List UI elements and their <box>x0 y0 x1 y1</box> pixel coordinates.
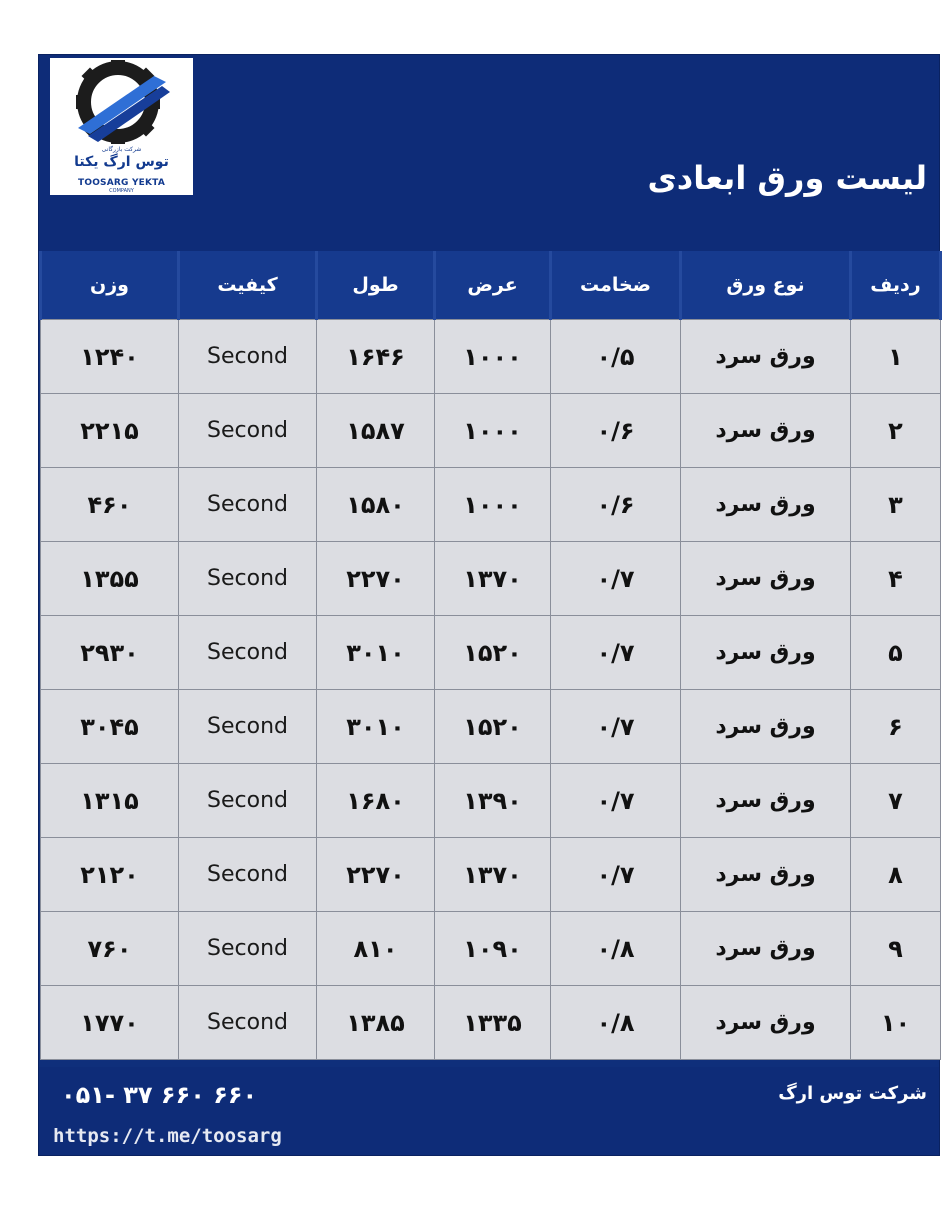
cell-width: ۱۰۰۰ <box>435 320 551 394</box>
cell-radif: ۳ <box>851 468 941 542</box>
cell-weight: ۳۰۴۵ <box>41 690 179 764</box>
cell-length: ۲۲۷۰ <box>317 838 435 912</box>
cell-radif: ۵ <box>851 616 941 690</box>
gear-logo-icon <box>58 60 185 148</box>
cell-width: ۱۳۹۰ <box>435 764 551 838</box>
cell-length: ۸۱۰ <box>317 912 435 986</box>
cell-thickness: ۰/۷ <box>551 542 681 616</box>
header-banner <box>39 55 939 251</box>
price-sheet <box>38 54 940 1156</box>
cell-thickness: ۰/۷ <box>551 764 681 838</box>
cell-width: ۱۰۹۰ <box>435 912 551 986</box>
cell-type: ورق سرد <box>681 542 851 616</box>
cell-thickness: ۰/۷ <box>551 690 681 764</box>
cell-thickness: ۰/۷ <box>551 838 681 912</box>
table-row <box>41 616 941 690</box>
cell-width: ۱۵۲۰ <box>435 690 551 764</box>
cell-radif: ۷ <box>851 764 941 838</box>
col-header-quality: کیفیت <box>179 251 317 320</box>
cell-thickness: ۰/۵ <box>551 320 681 394</box>
table-row <box>41 986 941 1060</box>
cell-width: ۱۰۰۰ <box>435 394 551 468</box>
cell-quality: Second <box>179 690 317 764</box>
cell-radif: ۶ <box>851 690 941 764</box>
cell-radif: ۸ <box>851 838 941 912</box>
cell-length: ۲۲۷۰ <box>317 542 435 616</box>
cell-quality: Second <box>179 542 317 616</box>
table-row <box>41 690 941 764</box>
logo-name-fa: توس ارگ یکتا <box>74 154 169 170</box>
cell-quality: Second <box>179 838 317 912</box>
cell-length: ۱۳۸۵ <box>317 986 435 1060</box>
cell-quality: Second <box>179 764 317 838</box>
cell-weight: ۴۶۰ <box>41 468 179 542</box>
cell-quality: Second <box>179 394 317 468</box>
col-header-radif: ردیف <box>851 251 941 320</box>
cell-type: ورق سرد <box>681 394 851 468</box>
cell-length: ۱۵۸۰ <box>317 468 435 542</box>
company-logo <box>50 58 193 195</box>
cell-weight: ۷۶۰ <box>41 912 179 986</box>
table-row <box>41 838 941 912</box>
cell-width: ۱۳۷۰ <box>435 838 551 912</box>
cell-weight: ۱۳۱۵ <box>41 764 179 838</box>
cell-thickness: ۰/۶ <box>551 468 681 542</box>
cell-type: ورق سرد <box>681 764 851 838</box>
cell-radif: ۲ <box>851 394 941 468</box>
logo-caption: شرکت بازرگانی <box>101 146 142 153</box>
table-header-row <box>41 251 941 320</box>
cell-length: ۱۵۸۷ <box>317 394 435 468</box>
table-row <box>41 764 941 838</box>
cell-weight: ۱۷۷۰ <box>41 986 179 1060</box>
cell-thickness: ۰/۷ <box>551 616 681 690</box>
company-name: شرکت توس ارگ <box>778 1083 927 1104</box>
table-row <box>41 320 941 394</box>
cell-length: ۱۶۴۶ <box>317 320 435 394</box>
cell-width: ۱۰۰۰ <box>435 468 551 542</box>
logo-name-en: TOOSARG YEKTA <box>78 178 165 188</box>
table-row <box>41 912 941 986</box>
cell-width: ۱۵۲۰ <box>435 616 551 690</box>
cell-type: ورق سرد <box>681 986 851 1060</box>
phone-number: ۰۵۱- ۳۷ ۶۶۰ ۶۶۰ <box>61 1081 258 1109</box>
cell-width: ۱۳۳۵ <box>435 986 551 1060</box>
cell-type: ورق سرد <box>681 690 851 764</box>
cell-type: ورق سرد <box>681 616 851 690</box>
cell-type: ورق سرد <box>681 320 851 394</box>
cell-weight: ۲۹۳۰ <box>41 616 179 690</box>
cell-length: ۳۰۱۰ <box>317 690 435 764</box>
cell-weight: ۲۲۱۵ <box>41 394 179 468</box>
cell-quality: Second <box>179 468 317 542</box>
col-header-weight: وزن <box>41 251 179 320</box>
cell-weight: ۱۲۴۰ <box>41 320 179 394</box>
cell-radif: ۱۰ <box>851 986 941 1060</box>
page-title: لیست ورق ابعادی <box>647 159 927 197</box>
cell-quality: Second <box>179 616 317 690</box>
cell-quality: Second <box>179 320 317 394</box>
table-row <box>41 542 941 616</box>
col-header-thickness: ضخامت <box>551 251 681 320</box>
cell-radif: ۱ <box>851 320 941 394</box>
table-row <box>41 394 941 468</box>
cell-type: ورق سرد <box>681 912 851 986</box>
footer-banner <box>39 1067 939 1155</box>
col-header-width: عرض <box>435 251 551 320</box>
cell-quality: Second <box>179 986 317 1060</box>
cell-thickness: ۰/۶ <box>551 394 681 468</box>
sheet-table <box>39 251 942 1060</box>
cell-radif: ۴ <box>851 542 941 616</box>
logo-company-label: COMPANY <box>109 188 134 194</box>
cell-thickness: ۰/۸ <box>551 912 681 986</box>
col-header-length: طول <box>317 251 435 320</box>
cell-thickness: ۰/۸ <box>551 986 681 1060</box>
table-row <box>41 468 941 542</box>
col-header-type: نوع ورق <box>681 251 851 320</box>
cell-length: ۱۶۸۰ <box>317 764 435 838</box>
cell-type: ورق سرد <box>681 468 851 542</box>
telegram-link[interactable]: https://t.me/toosarg <box>53 1125 282 1147</box>
cell-quality: Second <box>179 912 317 986</box>
cell-width: ۱۳۷۰ <box>435 542 551 616</box>
cell-radif: ۹ <box>851 912 941 986</box>
cell-weight: ۲۱۲۰ <box>41 838 179 912</box>
cell-weight: ۱۳۵۵ <box>41 542 179 616</box>
cell-length: ۳۰۱۰ <box>317 616 435 690</box>
cell-type: ورق سرد <box>681 838 851 912</box>
